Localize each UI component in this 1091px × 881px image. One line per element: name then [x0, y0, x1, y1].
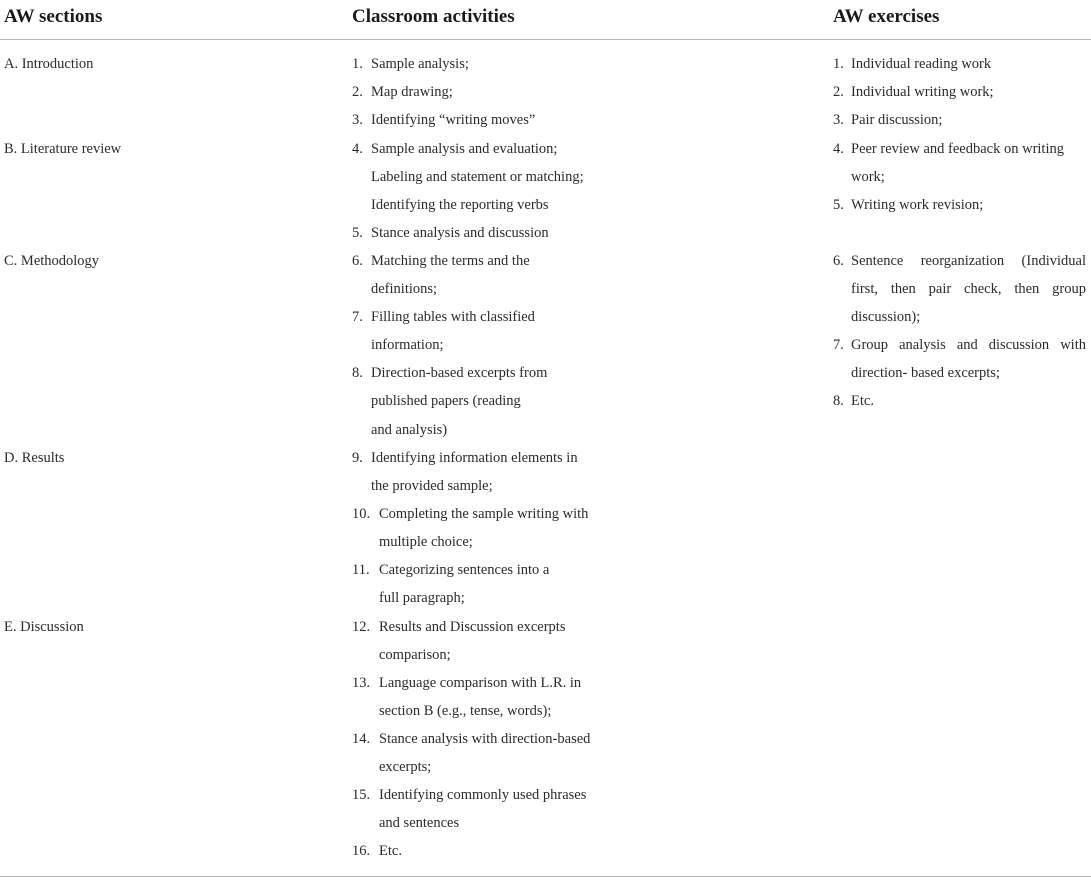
activity-line [379, 588, 465, 608]
activity-number: 6. [352, 253, 363, 269]
activity-line [352, 251, 530, 271]
activity-number: 5. [352, 225, 363, 241]
activity-line [371, 420, 447, 440]
activity-number: 8. [352, 365, 363, 381]
activity-line [352, 560, 549, 580]
activity-number: 4. [352, 141, 363, 157]
activity-text: Stance analysis with direction-based [379, 731, 591, 747]
activity-line [371, 195, 549, 215]
activity-text: the provided sample; [371, 478, 493, 494]
activity-text: full paragraph; [379, 590, 465, 606]
exercise-text: Individual writing work; [851, 84, 994, 100]
exercise-text: Sentence reorganization (Individual [851, 253, 1086, 269]
exercise-text: Group analysis and discussion with [851, 337, 1086, 353]
exercise-line [833, 82, 994, 102]
activity-text: comparison; [379, 647, 451, 663]
exercise-text: Peer review and feedback on writing [851, 141, 1064, 157]
activity-line [379, 532, 473, 552]
activity-text: Filling tables with classified [371, 309, 535, 325]
activity-text: definitions; [371, 281, 438, 297]
activity-line [371, 167, 584, 187]
activity-number: 16. [352, 843, 371, 859]
exercise-line [851, 363, 1000, 383]
exercise-line [833, 139, 1064, 159]
footer-rule [0, 876, 1091, 877]
activity-line [352, 307, 535, 327]
activity-number: 12. [352, 619, 371, 635]
activity-line [352, 82, 453, 102]
activity-text: Identifying the reporting verbs [371, 197, 549, 213]
activity-line [371, 391, 521, 411]
activity-text: and sentences [379, 815, 460, 831]
activity-text: Categorizing sentences into a [379, 562, 550, 578]
activity-number: 13. [352, 675, 371, 691]
exercise-number: 8. [833, 393, 844, 409]
activity-text: Completing the sample writing with [379, 506, 589, 522]
activity-line [352, 139, 557, 159]
header-classroom-activities: Classroom activities [352, 6, 515, 27]
activity-line [371, 335, 444, 355]
header-aw-sections: AW sections [4, 6, 103, 27]
activity-line [379, 757, 431, 777]
exercise-number: 1. [833, 56, 844, 72]
activity-text: Identifying “writing moves” [371, 112, 536, 128]
exercise-text: Pair discussion; [851, 112, 943, 128]
section-label: C. Methodology [4, 253, 100, 269]
activity-text: Sample analysis; [371, 56, 469, 72]
activity-number: 2. [352, 84, 363, 100]
activity-number: 9. [352, 450, 363, 466]
section-label: A. Introduction [4, 56, 94, 72]
activity-text: excerpts; [379, 759, 432, 775]
activity-text: Identifying commonly used phrases [379, 787, 587, 803]
exercise-text: first, then pair check, then group [851, 281, 1086, 297]
activity-text: published papers (reading [371, 393, 521, 409]
activity-line [352, 223, 549, 243]
exercise-line [833, 251, 1086, 271]
exercise-number: 3. [833, 112, 844, 128]
exercise-text: work; [851, 169, 885, 185]
activity-line [352, 363, 547, 383]
activity-number: 7. [352, 309, 363, 325]
exercise-line [851, 307, 920, 327]
exercise-line [833, 110, 942, 130]
exercise-text: Etc. [851, 393, 874, 409]
exercise-text: Individual reading work [851, 56, 992, 72]
activity-text: section B (e.g., tense, words); [379, 703, 552, 719]
activity-line [352, 448, 578, 468]
activity-line [352, 841, 402, 861]
activity-number: 3. [352, 112, 363, 128]
exercise-text: direction- based excerpts; [851, 365, 1000, 381]
activity-text: Labeling and statement or matching; [371, 169, 584, 185]
activity-text: and analysis) [371, 422, 448, 438]
activity-line [371, 279, 437, 299]
exercise-number: 6. [833, 253, 844, 269]
activity-line [352, 673, 581, 693]
activity-line [352, 110, 535, 130]
activity-text: Results and Discussion excerpts [379, 619, 566, 635]
exercise-line [833, 54, 991, 74]
activity-text: Direction-based excerpts from [371, 365, 548, 381]
section-label: D. Results [4, 450, 65, 466]
activity-number: 10. [352, 506, 371, 522]
activity-line [352, 54, 469, 74]
exercise-text: discussion); [851, 309, 921, 325]
activity-text: Matching the terms and the [371, 253, 530, 269]
header-aw-exercises: AW exercises [833, 6, 940, 27]
exercise-line [851, 167, 885, 187]
activity-line [379, 813, 459, 833]
activity-line [371, 476, 493, 496]
activity-line [352, 729, 590, 749]
activity-text: Sample analysis and evaluation; [371, 141, 558, 157]
activity-text: Etc. [379, 843, 402, 859]
activity-line [379, 701, 551, 721]
activity-line [352, 504, 588, 524]
header-rule [0, 39, 1091, 40]
activity-line [379, 645, 451, 665]
section-label: E. Discussion [4, 619, 84, 635]
exercise-line [851, 279, 1086, 299]
exercise-number: 4. [833, 141, 844, 157]
exercise-number: 5. [833, 197, 844, 213]
activity-number: 14. [352, 731, 371, 747]
exercise-text: Writing work revision; [851, 197, 984, 213]
exercise-line [833, 335, 1086, 355]
activity-text: multiple choice; [379, 534, 473, 550]
activity-text: Stance analysis and discussion [371, 225, 549, 241]
exercise-line [833, 391, 874, 411]
activity-text: Identifying information elements in [371, 450, 578, 466]
exercise-line [833, 195, 983, 215]
activity-text: Language comparison with L.R. in [379, 675, 582, 691]
activity-text: Map drawing; [371, 84, 453, 100]
activity-number: 15. [352, 787, 371, 803]
activity-text: information; [371, 337, 444, 353]
exercise-number: 7. [833, 337, 844, 353]
activity-number: 11. [352, 562, 370, 578]
activity-number: 1. [352, 56, 363, 72]
activity-line [352, 785, 586, 805]
section-label: B. Literature review [4, 141, 122, 157]
exercise-number: 2. [833, 84, 844, 100]
activity-line [352, 617, 565, 637]
